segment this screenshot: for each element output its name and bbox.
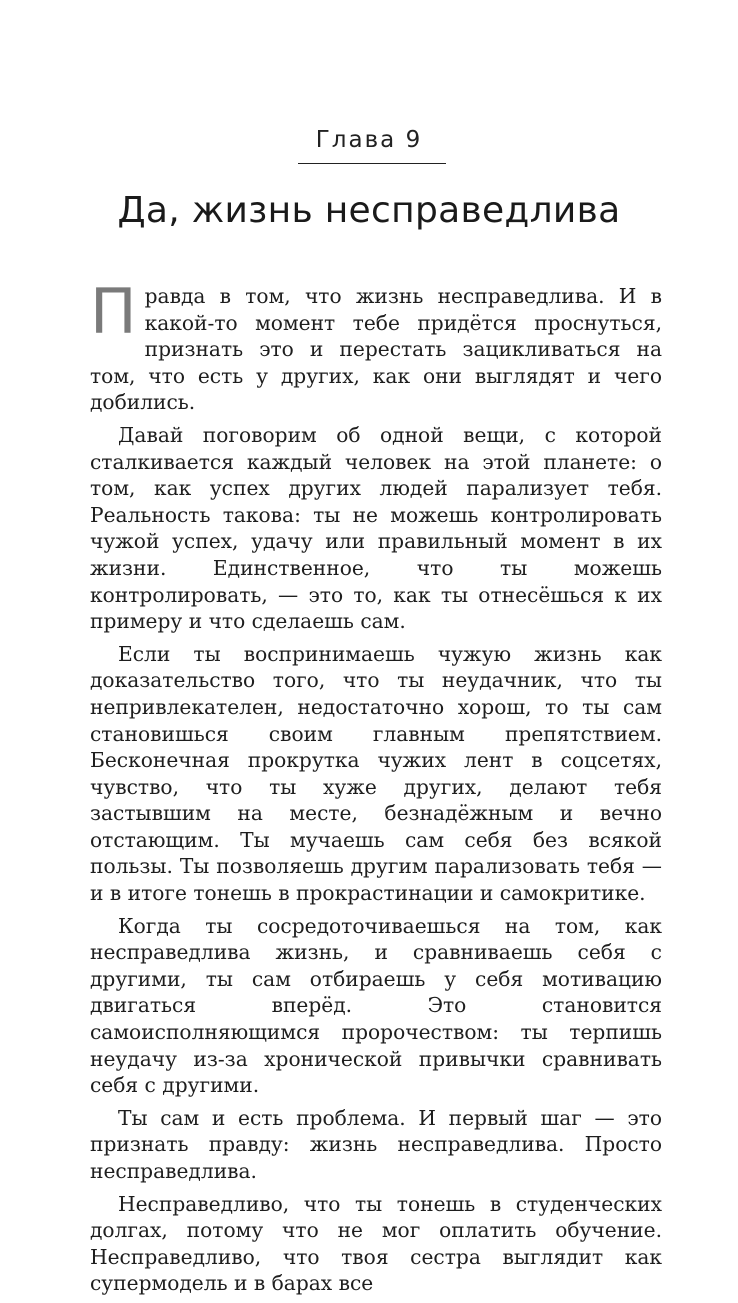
paragraph-2: Давай поговорим об одной вещи, с которой сталкивается каждый человек на этой планете: о том, как успех других людей парализует тебя. Реальность такова: ты не можешь контролировать чужой успех, удачу или правильный момент в их жизни. Единственное, что ты можешь контролировать, — это то, как ты отнесёшься к их примеру и что сделаешь сам. xyxy=(90,422,662,634)
paragraph-5: Ты сам и есть проблема. И первый шаг — это признать правду: жизнь несправедлива. Просто несправедлива. xyxy=(90,1105,662,1183)
chapter-rule xyxy=(298,163,446,164)
drop-cap: П xyxy=(90,275,137,348)
paragraph-1-text: равда в том, что жизнь несправедлива. И в какой-то момент тебе придётся проснуться, признать это и перестать зацикливаться на том, что есть у других, как они выглядят и чего добились. xyxy=(90,284,662,415)
chapter-label: Глава 9 xyxy=(315,127,423,153)
chapter-title: Да, жизнь несправедлива xyxy=(117,190,621,231)
body-text xyxy=(90,275,662,1303)
paragraph-1 xyxy=(90,275,662,416)
paragraph-4: Когда ты сосредоточиваешься на том, как несправедлива жизнь, и сравниваешь себя с другими, ты сам отбираешь у себя мотивацию двигаться вперёд. Это становится самоисполняющимся пророчеством: ты терпишь неудачу из-за хронической привычки сравнивать себя с другими. xyxy=(90,913,662,1098)
paragraph-3: Если ты воспринимаешь чужую жизнь как доказательство того, что ты неудачник, что ты непривлекателен, недостаточно хорош, то ты сам становишься своим главным препятствием. Бесконечная прокрутка чужих лент в соцсетях, чувство, что ты хуже других, делают тебя застывшим на месте, безнадёжным и вечно отстающим. Ты мучаешь сам себя без всякой пользы. Ты позволяешь другим парализовать тебя — и в итоге тонешь в прокрастинации и самокритике. xyxy=(90,641,662,906)
paragraph-6: Несправедливо, что ты тонешь в студенческих долгах, потому что не мог оплатить обучение. Несправедливо, что твоя сестра выглядит как супермодель и в барах все xyxy=(90,1191,662,1296)
